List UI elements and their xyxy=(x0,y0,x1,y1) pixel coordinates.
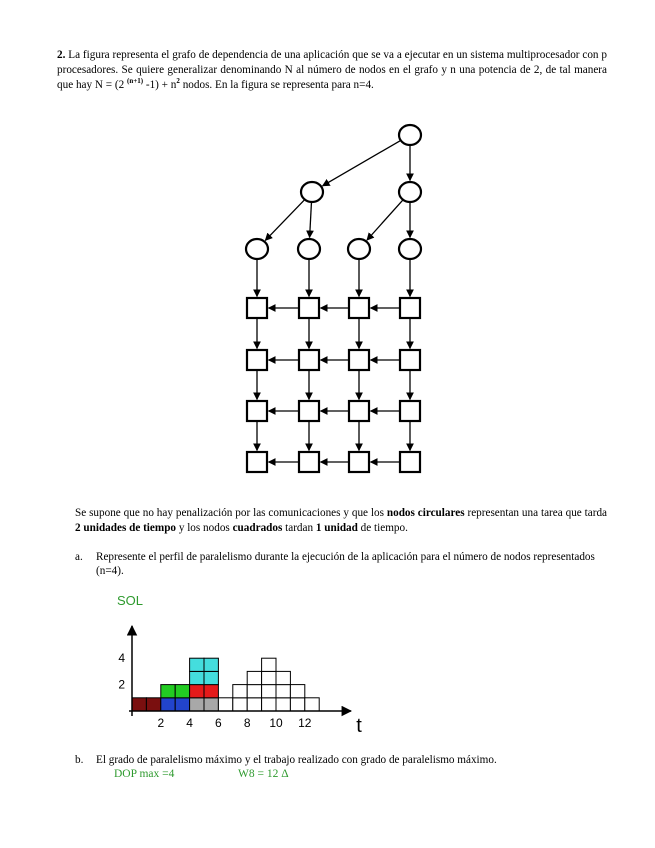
square-node xyxy=(400,350,420,370)
parallelism-profile-chart xyxy=(115,620,375,740)
profile-cell xyxy=(305,698,319,711)
assumptions-text: representan una tarea que tarda xyxy=(464,507,608,519)
profile-cell xyxy=(175,698,189,711)
dependency-arrow xyxy=(367,200,403,240)
exponent-n-plus-1: (n+1) xyxy=(127,77,144,85)
profile-cell xyxy=(290,698,304,711)
square-node xyxy=(400,298,420,318)
x-tick-label: 2 xyxy=(157,716,165,730)
problem-text-end: nodos. En la figura se representa para n=4. xyxy=(179,79,374,91)
exponent-2: 2 xyxy=(176,77,180,85)
profile-cell xyxy=(262,685,276,698)
dependency-arrow xyxy=(310,202,312,238)
profile-cell xyxy=(290,685,304,698)
profile-cell xyxy=(190,671,204,684)
profile-cell xyxy=(233,685,247,698)
square-node xyxy=(247,350,267,370)
circular-node xyxy=(298,239,320,259)
profile-cell xyxy=(161,698,175,711)
profile-cell xyxy=(247,685,261,698)
profile-cell xyxy=(218,698,232,711)
profile-cell xyxy=(276,698,290,711)
question-a xyxy=(75,550,607,578)
square-node xyxy=(247,452,267,472)
x-tick-label: 10 xyxy=(269,716,283,730)
profile-cell xyxy=(175,685,189,698)
assumptions-text: y los nodos xyxy=(176,522,233,534)
square-node xyxy=(349,350,369,370)
profile-cell xyxy=(247,698,261,711)
y-tick-label: 4 xyxy=(118,651,125,666)
profile-cell xyxy=(204,685,218,698)
assumptions-text: Se supone que no hay penalización por las comunicaciones y que los xyxy=(75,507,387,519)
assumptions-text: de tiempo. xyxy=(357,522,408,534)
square-node xyxy=(299,350,319,370)
dependency-arrow xyxy=(265,200,304,241)
question-b xyxy=(75,753,607,767)
circular-node xyxy=(399,182,421,202)
square-node xyxy=(400,452,420,472)
x-tick-label: 4 xyxy=(186,716,193,730)
bold-circular-nodes: nodos circulares xyxy=(386,507,465,519)
circular-node xyxy=(399,239,421,259)
bold-square-nodes: cuadrados xyxy=(232,522,283,534)
question-a-label: a. xyxy=(75,551,83,563)
graph-edges xyxy=(257,140,410,462)
profile-cell xyxy=(233,698,247,711)
x-tick-label: 8 xyxy=(243,716,251,730)
answer-dop-max: DOP max =4 xyxy=(114,768,175,780)
x-tick-label: 6 xyxy=(215,716,222,730)
square-node xyxy=(400,401,420,421)
profile-cell xyxy=(262,671,276,684)
square-node xyxy=(299,401,319,421)
problem-statement xyxy=(57,48,607,93)
profile-cells xyxy=(132,658,319,711)
circular-node xyxy=(348,239,370,259)
dependency-arrow xyxy=(323,140,401,185)
x-axis-label: t xyxy=(356,715,362,737)
question-b-label: b. xyxy=(75,754,84,766)
problem-number: 2. xyxy=(57,49,66,61)
problem-text: La figura representa el grafo de dependencia de una aplicación que se va a ejecutar en un sistema multiprocesador con p procesadores. Se quiere generalizar denominando N al número de nodos en el grafo y n una potencia de 2, de tal manera que hay N = (2 xyxy=(57,49,607,91)
circular-node xyxy=(399,125,421,145)
square-node xyxy=(247,401,267,421)
dependency-graph xyxy=(235,118,435,480)
profile-cell xyxy=(276,685,290,698)
profile-cell xyxy=(132,698,146,711)
circular-node xyxy=(246,239,268,259)
square-node xyxy=(349,401,369,421)
bold-one-unit: 1 unidad xyxy=(315,522,358,534)
circular-node xyxy=(301,182,323,202)
problem-text-cont: -1) + n xyxy=(143,79,177,91)
square-node xyxy=(299,298,319,318)
profile-cell xyxy=(190,658,204,671)
profile-cell xyxy=(247,671,261,684)
profile-cell xyxy=(190,698,204,711)
x-tick-label: 12 xyxy=(298,716,312,730)
bold-two-units: 2 unidades de tiempo xyxy=(75,522,177,534)
y-tick-label: 2 xyxy=(118,677,125,692)
profile-cell xyxy=(204,658,218,671)
profile-cell xyxy=(190,685,204,698)
profile-cell xyxy=(161,685,175,698)
profile-cell xyxy=(146,698,160,711)
question-a-text: Represente el perfil de paralelismo durante la ejecución de la aplicación para el número de nodos representados (n=4). xyxy=(96,551,595,577)
answer-work: W8 = 12 Δ xyxy=(238,768,289,780)
graph-nodes xyxy=(246,125,421,472)
question-b-text: El grado de paralelismo máximo y el trabajo realizado con grado de paralelismo máximo. xyxy=(96,754,497,766)
assumptions-paragraph xyxy=(75,506,607,536)
profile-cell xyxy=(262,698,276,711)
profile-cell xyxy=(204,671,218,684)
assumptions-text: tardan xyxy=(282,522,316,534)
solution-label: SOL xyxy=(117,593,144,608)
profile-cell xyxy=(204,698,218,711)
square-node xyxy=(247,298,267,318)
profile-cell xyxy=(262,658,276,671)
square-node xyxy=(299,452,319,472)
square-node xyxy=(349,452,369,472)
profile-cell xyxy=(276,671,290,684)
square-node xyxy=(349,298,369,318)
